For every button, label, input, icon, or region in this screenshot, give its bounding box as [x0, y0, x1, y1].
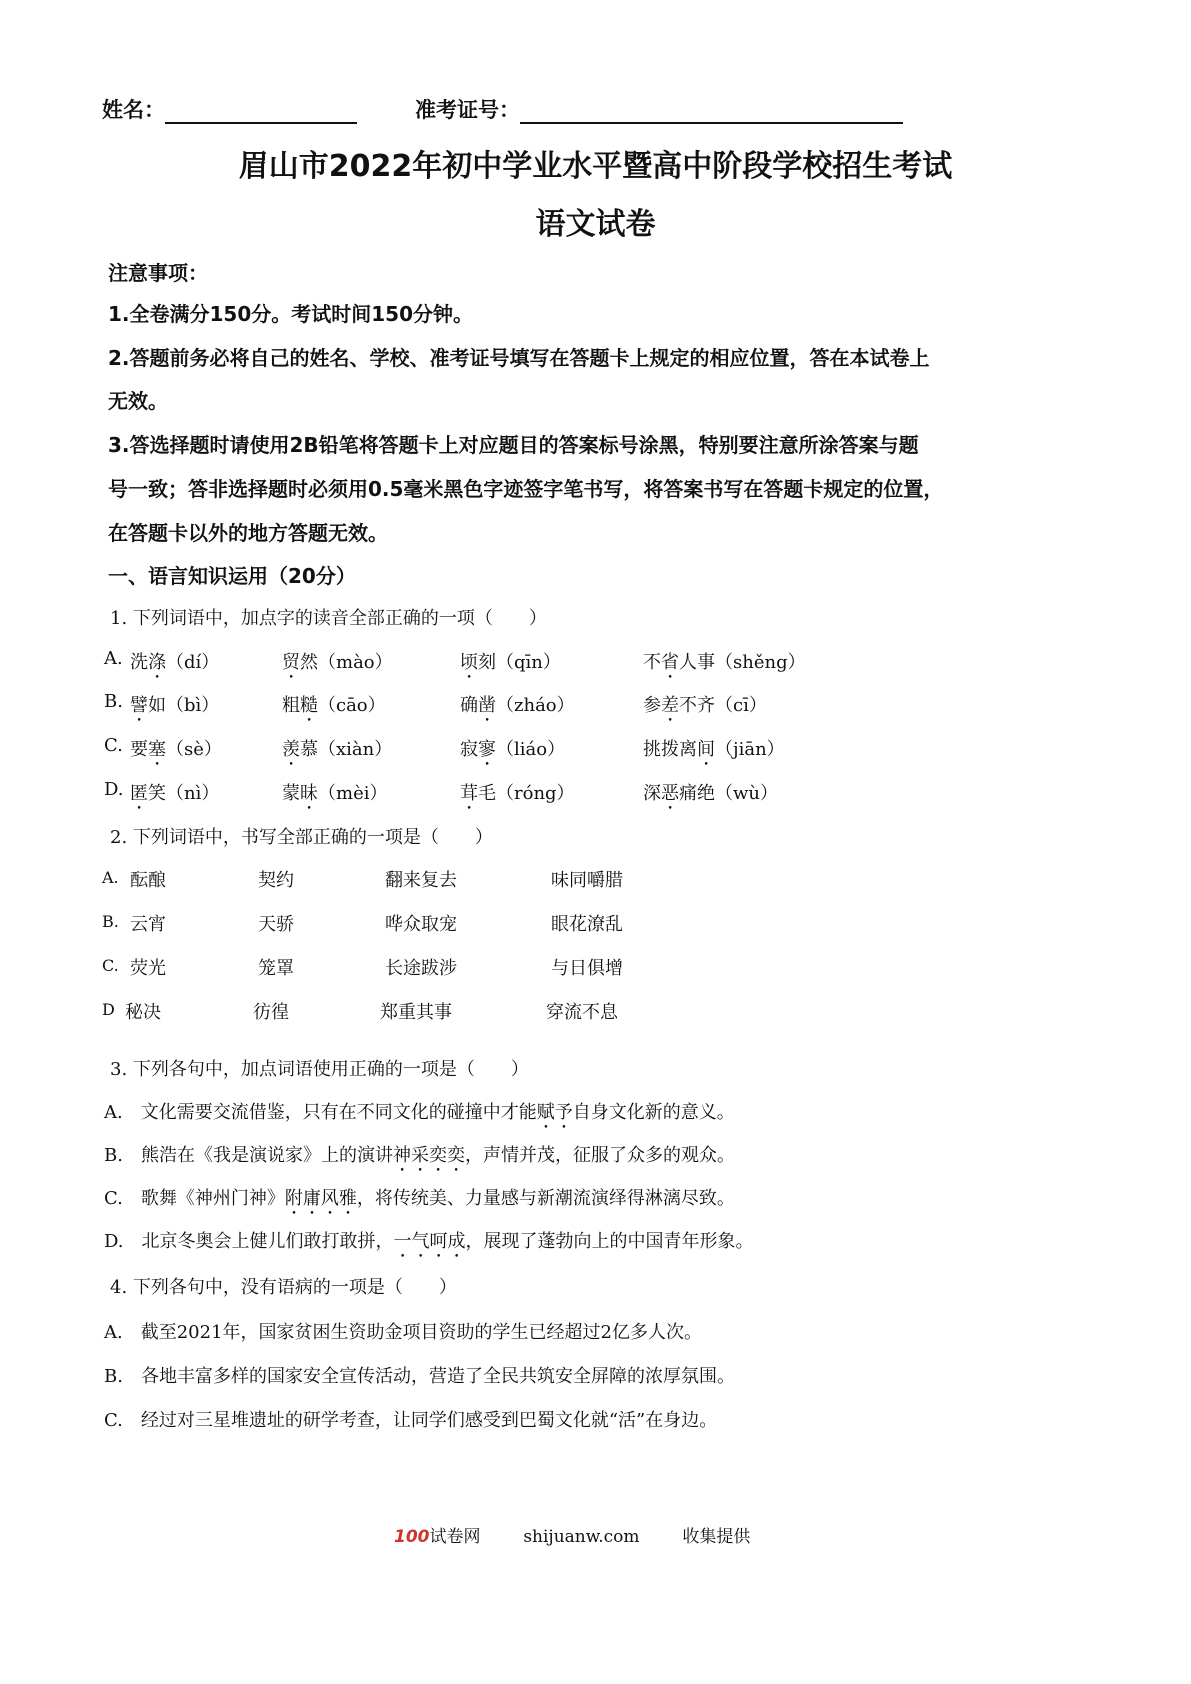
dotted-character: 顷: [460, 652, 478, 673]
word-choice: 羡慕（xiàn）: [282, 739, 393, 760]
word-choice: 寂寥（liáo）: [460, 739, 566, 760]
question-3-option-d: D. 北京冬奥会上健儿们敢打敢拼，一气呵成，展现了蓬勃向上的中国青年形象。: [104, 1231, 754, 1252]
dotted-character: 贸: [282, 652, 300, 673]
word-choice: 云宵: [130, 914, 166, 935]
word-choice: 哗众取宠: [385, 914, 457, 935]
question-4-option-a: A. 截至2021年，国家贫困生资助金项目资助的学生已经超过2亿多人次。: [104, 1322, 702, 1343]
name-field: [102, 94, 357, 124]
notice-item-3-cont: 号一致；答非选择题时必须用0.5毫米黑色字迹签字笔书写，将答案书写在答题卡规定的位置，: [108, 477, 944, 501]
dotted-phrase: 神采奕奕: [392, 1145, 465, 1166]
exam-id-field: [415, 94, 903, 124]
dotted-character: 羡: [282, 739, 300, 760]
option-letter: D: [102, 1000, 115, 1019]
word-choice: 洗涤（dí）: [130, 652, 220, 673]
word-choice: 顷刻（qīn）: [460, 652, 561, 673]
option-letter: B.: [104, 691, 123, 712]
site-logo: 100: [394, 1527, 430, 1547]
dotted-character: 譬: [130, 695, 148, 716]
word-choice: 笼罩: [258, 958, 294, 979]
exam-id-label: 准考证号：: [415, 98, 520, 122]
section-heading: 一、语言知识运用（20分）: [108, 564, 356, 588]
question-2-stem: 2. 下列词语中，书写全部正确的一项是（ ）: [110, 827, 493, 848]
word-choice: 彷徨: [253, 1002, 289, 1023]
notice-item-3-end: 在答题卡以外的地方答题无效。: [108, 521, 388, 545]
exam-id-blank: [520, 102, 903, 124]
word-choice: 契约: [258, 870, 294, 891]
word-choice: 味同嚼腊: [551, 870, 623, 891]
option-letter: A.: [102, 868, 119, 887]
site-url[interactable]: shijuanw.com: [523, 1527, 640, 1547]
word-choice: 荧光: [130, 958, 166, 979]
dotted-character: 涤: [148, 652, 166, 673]
dotted-character: 塞: [148, 739, 166, 760]
dotted-character: 省: [661, 652, 679, 673]
notice-item-1: 1.全卷满分150分。考试时间150分钟。: [108, 302, 474, 326]
word-choice: 长途跋涉: [385, 958, 457, 979]
word-choice: 眼花潦乱: [551, 914, 623, 935]
dotted-character: 茸: [460, 783, 478, 804]
word-choice: 秘决: [125, 1002, 161, 1023]
dotted-character: 寥: [478, 739, 496, 760]
question-4-option-c: C. 经过对三星堆遗址的研学考查，让同学们感受到巴蜀文化就“活”在身边。: [104, 1410, 718, 1431]
word-choice: 粗糙（cāo）: [282, 695, 386, 716]
notice-item-3: 3.答选择题时请使用2B铅笔将答题卡上对应题目的答案标号涂黑，特别要注意所涂答案与题: [108, 433, 919, 457]
question-3-option-b: B. 熊浩在《我是演说家》上的演讲神采奕奕，声情并茂，征服了众多的观众。: [104, 1145, 735, 1166]
dotted-character: 恶: [661, 783, 679, 804]
dotted-character: 凿: [478, 695, 496, 716]
footer-note: 收集提供: [682, 1527, 751, 1547]
footer: [394, 1522, 750, 1547]
word-choice: 酝酿: [130, 870, 166, 891]
word-choice: 郑重其事: [380, 1002, 452, 1023]
dotted-character: 间: [697, 739, 715, 760]
word-choice: 翻来复去: [385, 870, 457, 891]
question-3-option-c: C. 歌舞《神州门神》附庸风雅，将传统美、力量感与新潮流演绎得淋漓尽致。: [104, 1188, 735, 1209]
page-title: 眉山市2022年初中学业水平暨高中阶段学校招生考试: [238, 149, 953, 184]
word-choice: 挑拨离间（jiān）: [643, 739, 785, 760]
dotted-phrase: 附庸风雅: [284, 1188, 357, 1209]
word-choice: 不省人事（shěng）: [643, 652, 806, 673]
word-choice: 穿流不息: [546, 1002, 618, 1023]
notice-heading: 注意事项：: [108, 261, 208, 285]
word-choice: 贸然（mào）: [282, 652, 393, 673]
dotted-character: 差: [661, 695, 679, 716]
word-choice: 譬如（bì）: [130, 695, 220, 716]
dotted-character: 昧: [300, 783, 318, 804]
option-letter: A.: [104, 648, 123, 669]
word-choice: 要塞（sè）: [130, 739, 222, 760]
option-letter: C.: [102, 956, 119, 975]
site-name: 试卷网: [429, 1527, 481, 1547]
dotted-phrase: 一气呵成: [393, 1231, 466, 1252]
dotted-character: 匿: [130, 783, 148, 804]
dotted-character: 糙: [300, 695, 318, 716]
word-choice: 深恶痛绝（wù）: [643, 783, 778, 804]
option-letter: C.: [104, 735, 123, 756]
word-choice: 与日俱增: [551, 958, 623, 979]
word-choice: 确凿（zháo）: [460, 695, 575, 716]
word-choice: 天骄: [258, 914, 294, 935]
page-subtitle: 语文试卷: [535, 207, 656, 242]
word-choice: 蒙昧（mèi）: [282, 783, 388, 804]
dotted-phrase: 赋予: [536, 1102, 573, 1123]
notice-item-2: 2.答题前务必将自己的姓名、学校、准考证号填写在答题卡上规定的相应位置，答在本试卷上: [108, 346, 930, 370]
notice-item-2-cont: 无效。: [108, 389, 168, 413]
option-letter: D.: [104, 779, 124, 800]
option-letter: B.: [102, 912, 119, 931]
question-1-stem: 1. 下列词语中，加点字的读音全部正确的一项（ ）: [110, 608, 547, 629]
question-4-stem: 4. 下列各句中，没有语病的一项是（ ）: [110, 1277, 457, 1298]
question-3-stem: 3. 下列各句中，加点词语使用正确的一项是（ ）: [110, 1059, 529, 1080]
question-4-option-b: B. 各地丰富多样的国家安全宣传活动，营造了全民共筑安全屏障的浓厚氛围。: [104, 1366, 735, 1387]
word-choice: 参差不齐（cī）: [643, 695, 767, 716]
question-3-option-a: A. 文化需要交流借鉴，只有在不同文化的碰撞中才能赋予自身文化新的意义。: [104, 1102, 735, 1123]
word-choice: 茸毛（róng）: [460, 783, 575, 804]
word-choice: 匿笑（nì）: [130, 783, 220, 804]
name-blank: [165, 102, 357, 124]
name-label: 姓名：: [102, 98, 165, 122]
